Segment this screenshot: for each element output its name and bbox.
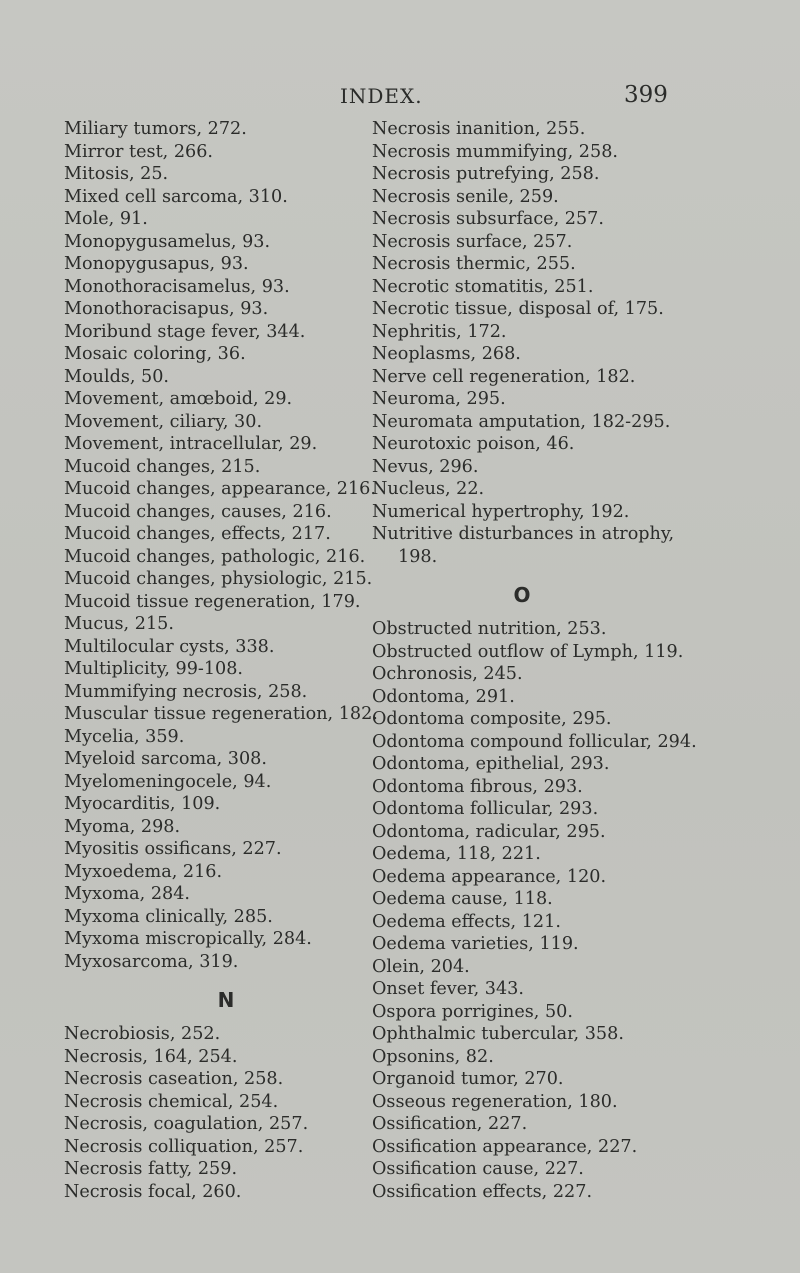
index-entry: Mitosis, 25. [64,164,169,184]
index-entry: Mucoid changes, pathologic, 216. [64,546,366,567]
index-entry: Moulds, 50. [64,366,170,387]
index-entry: Mucoid tissue regeneration, 179. [64,591,361,612]
index-entry: Mole, 91. [64,209,148,229]
index-entry: Myxoedema, 216. [64,861,223,882]
index-entry: Mucoid changes, causes, 216. [64,501,332,522]
index-entry: Necrosis surface, 257. [372,231,573,252]
index-entry: Miliary tumors, 272. [64,119,247,139]
index-entry: Ochronosis, 245. [372,664,523,684]
index-entry: Necrotic tissue, disposal of, 175. [372,299,664,319]
left-column [64,118,394,1203]
index-entry: Oedema cause, 118. [372,889,553,909]
page-number: 399 [624,82,668,108]
index-entry: Myxosarcoma, 319. [64,951,239,972]
index-entry: Nevus, 296. [372,456,479,477]
index-entry: Odontoma follicular, 293. [372,799,599,819]
index-entry: Neuromata amputation, 182-295. [372,411,671,432]
index-entry: Ossification, 227. [372,1114,528,1134]
section-letter-n: N [217,988,235,1012]
index-entry: Movement, amœboid, 29. [64,389,293,409]
index-entry: Myxoma clinically, 285. [64,906,273,927]
index-entry: Opsonins, 82. [372,1046,494,1067]
index-entry: Ossification appearance, 227. [372,1136,638,1157]
index-entry: Mucoid changes, appearance, 216. [64,479,376,499]
index-entry: Osseous regeneration, 180. [372,1091,618,1112]
index-entry: Oedema appearance, 120. [372,866,607,887]
index-entry: Necrosis caseation, 258. [64,1069,284,1089]
index-entry: Mucoid changes, 215. [64,456,261,477]
index-entry: Movement, intracellular, 29. [64,434,318,454]
index-entry: Multiplicity, 99-108. [64,659,244,679]
index-entry: Myxoma, 284. [64,884,190,904]
o-entries [372,618,792,1203]
index-entry: Obstructed outflow of Lymph, 119. [372,641,684,662]
running-title: INDEX. [340,84,423,108]
index-entry: Neurotoxic poison, 46. [372,434,575,454]
index-entry: Myoma, 298. [64,816,181,837]
m-entries [64,118,394,973]
index-entry: Ossification cause, 227. [372,1159,584,1179]
index-entry: Nerve cell regeneration, 182. [372,366,636,387]
index-entry: Neuroma, 295. [372,389,506,409]
index-entry: Moribund stage fever, 344. [64,321,306,342]
index-entry: Monopygusamelus, 93. [64,231,271,252]
index-entry: Mosaic coloring, 36. [64,344,246,364]
index-entry: Necrosis colliquation, 257. [64,1136,304,1157]
index-entry: Mycelia, 359. [64,726,185,747]
index-entry: Onset fever, 343. [372,979,524,999]
index-entry: Movement, ciliary, 30. [64,411,263,432]
index-entry: Ophthalmic tubercular, 358. [372,1024,624,1044]
index-entry-nutritive [372,523,792,568]
index-entry: Mucus, 215. [64,614,174,634]
index-entry: Mixed cell sarcoma, 310. [64,186,288,207]
index-entry: Odontoma, 291. [372,686,515,707]
index-entry: Necrosis thermic, 255. [372,254,576,274]
index-entry: Monopygusapus, 93. [64,254,249,274]
index-entry: Necrosis chemical, 254. [64,1091,279,1112]
index-entry: Organoid tumor, 270. [372,1069,564,1089]
index-entry: Necrosis mummifying, 258. [372,141,618,162]
index-entry: Necrosis senile, 259. [372,186,559,207]
index-entry: Muscular tissue regeneration, 182. [64,704,378,724]
index-entry: Necrosis, coagulation, 257. [64,1114,309,1134]
right-column [372,118,792,1203]
index-entry: Numerical hypertrophy, 192. [372,501,630,522]
index-entry: Myositis ossificans, 227. [64,839,282,859]
index-entry: Mirror test, 266. [64,141,213,162]
entry-continuation: 198. [398,546,438,567]
index-entry: Odontoma, epithelial, 293. [372,754,610,774]
index-entry: Necrosis subsurface, 257. [372,209,604,229]
index-entry: Necrotic stomatitis, 251. [372,276,594,297]
section-letter-o: O [513,583,531,607]
index-entry: Odontoma fibrous, 293. [372,776,583,797]
index-entry: Myelomeningocele, 94. [64,771,272,792]
index-entry: Oedema, 118, 221. [372,844,541,864]
index-entry: Mucoid changes, effects, 217. [64,524,331,544]
index-entry: Myxoma miscropically, 284. [64,929,312,949]
index-entry: Necrobiosis, 252. [64,1024,221,1044]
index-entry: Ossification effects, 227. [372,1181,593,1202]
index-entry: Necrosis, 164, 254. [64,1046,238,1067]
index-entry: Odontoma compound follicular, 294. [372,731,697,752]
index-entry: Mummifying necrosis, 258. [64,681,308,702]
index-entry: Oedema effects, 121. [372,911,561,932]
index-entry: Ospora porrigines, 50. [372,1001,573,1022]
index-entry: Neoplasms, 268. [372,344,521,364]
index-entry: Nucleus, 22. [372,479,485,499]
n-continued-entries [372,118,792,523]
index-entry: Necrosis inanition, 255. [372,119,586,139]
index-entry: Monothoracisamelus, 93. [64,276,290,297]
entry-line: Nutritive disturbances in atrophy, [372,524,675,544]
n-entries [64,1023,394,1203]
index-entry: Myocarditis, 109. [64,794,221,814]
index-entry: Mucoid changes, physiologic, 215. [64,569,373,589]
index-entry: Nephritis, 172. [372,321,507,342]
index-entry: Necrosis fatty, 259. [64,1159,238,1179]
index-entry: Multilocular cysts, 338. [64,636,275,657]
index-entry: Obstructed nutrition, 253. [372,619,607,639]
index-entry: Myeloid sarcoma, 308. [64,749,267,769]
index-entry: Necrosis putrefying, 258. [372,164,600,184]
index-entry: Odontoma composite, 295. [372,709,612,729]
index-entry: Necrosis focal, 260. [64,1181,242,1202]
index-entry: Olein, 204. [372,956,470,977]
index-entry: Monothoracisapus, 93. [64,299,269,319]
index-entry: Odontoma, radicular, 295. [372,821,606,842]
index-entry: Oedema varieties, 119. [372,934,579,954]
